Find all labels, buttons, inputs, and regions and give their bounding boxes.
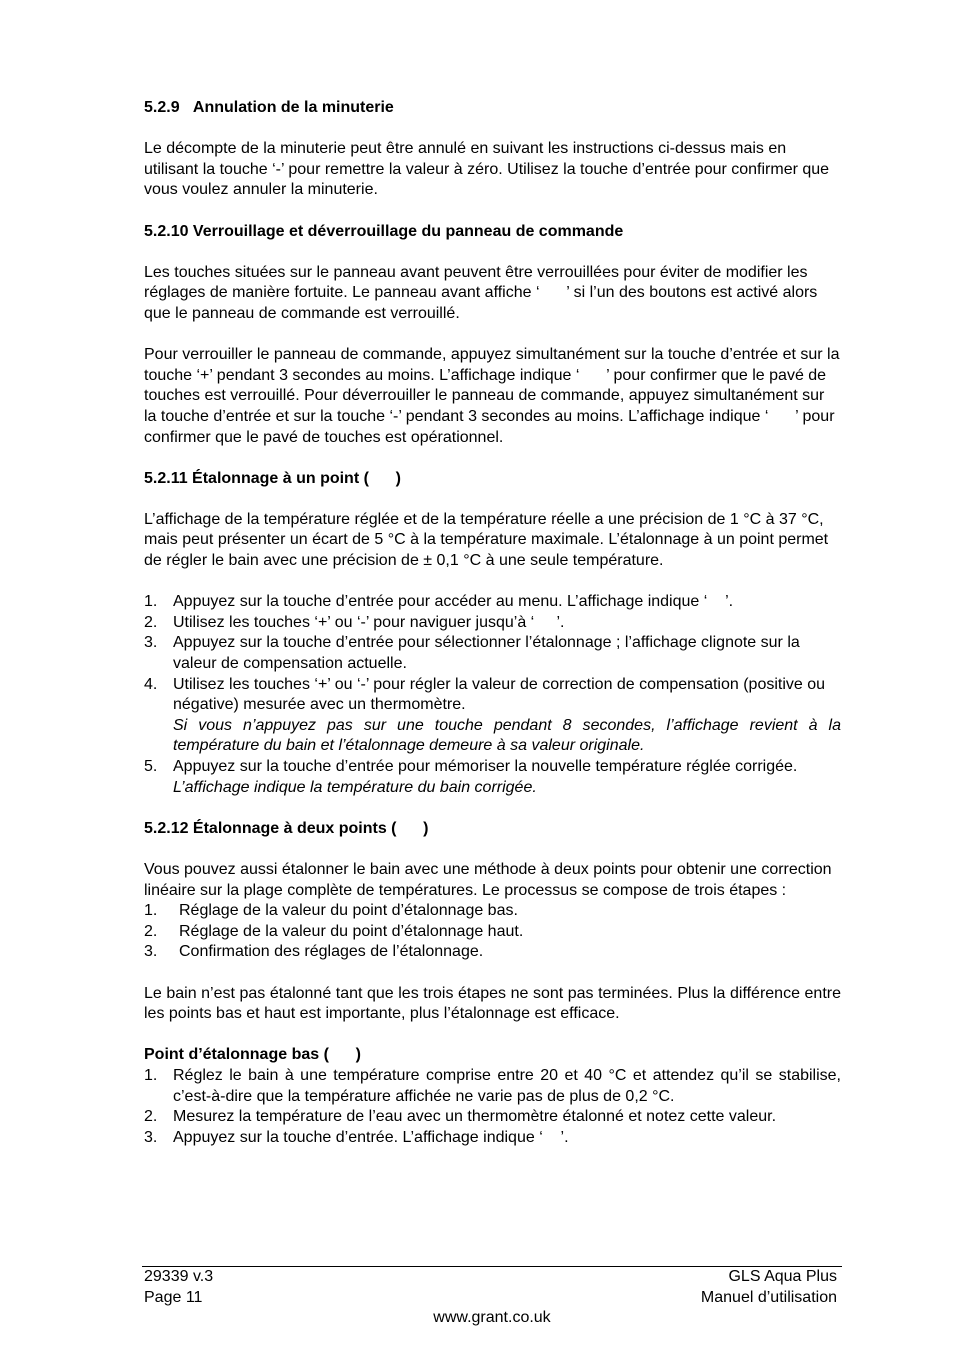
section-5-2-12-title: 5.2.12 Étalonnage à deux points ( ) (144, 819, 429, 837)
two-point-stages-list (144, 901, 841, 963)
step-note: Si vous n’appuyez pas sur une touche pendant 8 secondes, l’affichage revient à la température du bain et l’étalonnage demeure à sa valeur originale. (173, 716, 841, 755)
page-number: Page 11 (144, 1288, 203, 1306)
section-5-2-9-paragraph: Le décompte de la minuterie peut être annulé en suivant les instructions ci-dessus mais en utilisant la touche ‘-’ pour remettre la valeur à zéro. Utilisez la touche d’entrée pour confirmer que vous voulez annuler la minuterie. (144, 140, 830, 199)
section-5-2-12-paragraph-2: Le bain n’est pas étalonné tant que les trois étapes ne sont pas terminées. Plus la différence entre les points bas et haut est importante, plus l’étalonnage est efficace. (144, 984, 841, 1023)
list-item: 1. Appuyez sur la touche d’entrée pour accéder au menu. L’affichage indique ‘ ’. (144, 593, 734, 611)
section-5-2-11-title: 5.2.11 Étalonnage à un point ( ) (144, 469, 401, 487)
footer-row-1 (142, 1267, 842, 1288)
section-5-2-11-paragraph: L’affichage de la température réglée et de la température réelle a une précision de 1 °C à 37 °C, mais peut présenter un écart de 5 °C à la température maximale. L’étalonnage à un point permet de régler le bain avec une précision de ± 0,1 °C à une seule température. (144, 510, 829, 570)
list-item: 2. Réglage de la valeur du point d’étalonnage haut. (144, 922, 524, 940)
section-5-2-10-paragraph-1: Les touches situées sur le panneau avant peuvent être verrouillées pour éviter de modifier les réglages de manière fortuite. Le panneau avant affiche ‘ ’ si l’un des boutons est activé alors que le panneau de commande est verrouillé. (144, 263, 818, 322)
list-item: 3. Appuyez sur la touche d’entrée pour sélectionner l’étalonnage ; l’affichage clignote sur la valeur de compensation actuelle. (144, 634, 800, 673)
step-note: L’affichage indique la température du bain corrigée. (173, 778, 537, 796)
low-point-steps-list (144, 1066, 841, 1148)
one-point-steps-list (144, 592, 841, 798)
list-item: 5. Appuyez sur la touche d’entrée pour mémoriser la nouvelle température réglée corrigée. L’affichage indique la température du bain corrigée. (144, 757, 841, 798)
page-footer (142, 1266, 842, 1329)
list-item: 3. Confirmation des réglages de l’étalonnage. (144, 943, 484, 961)
section-5-2-10-paragraph-2: Pour verrouiller le panneau de commande, appuyez simultanément sur la touche d’entrée et sur la touche ‘+’ pendant 3 secondes au moins. L’affichage indique ‘ ’ pour confirmer que le pavé de touches est verrouillé. Pour déverrouiller le panneau de commande, appuyez simultanément sur la touche d’entrée et sur la touche ‘-’ pendant 3 secondes au moins. L’affichage indique ‘ ’ pour confirmer que le pavé de touches est opérationnel. (144, 346, 840, 446)
product-name: GLS Aqua Plus (728, 1268, 837, 1285)
list-item: 1. Réglez le bain à une température comprise entre 20 et 40 °C et attendez qu’il se stabilise, c’est-à-dire que la température affichée ne varie pas de plus de 0,2 °C. (144, 1066, 841, 1105)
section-5-2-10-title: 5.2.10 Verrouillage et déverrouillage du panneau de commande (144, 222, 624, 240)
website-url: www.grant.co.uk (433, 1309, 551, 1327)
footer-row-2 (142, 1288, 842, 1309)
list-item: 2. Mesurez la température de l’eau avec un thermomètre étalonné et notez cette valeur. (144, 1108, 777, 1126)
list-item: 3. Appuyez sur la touche d’entrée. L’affichage indique ‘ ’. (144, 1128, 569, 1146)
section-5-2-9-title: 5.2.9 Annulation de la minuterie (144, 99, 394, 116)
section-5-2-12-paragraph-1: Vous pouvez aussi étalonner le bain avec une méthode à deux points pour obtenir une correction linéaire sur la plage complète de températures. Le processus se compose de trois étapes : (144, 860, 832, 899)
manual-title: Manuel d’utilisation (700, 1288, 837, 1306)
document-reference: 29339 v.3 (144, 1268, 214, 1285)
page-content (144, 98, 841, 1148)
list-item: 2. Utilisez les touches ‘+’ ou ‘-’ pour naviguer jusqu’à ‘ ’. (144, 613, 565, 631)
list-item: 4. Utilisez les touches ‘+’ ou ‘-’ pour régler la valeur de correction de compensation (positive ou négative) mesurée avec un thermomètre. Si vous n’appuyez pas sur une touche pendant 8 secondes, l’affichage revient à la température du bain et l’étalonnage demeure à sa valeur originale. (144, 675, 841, 757)
list-item: 1. Réglage de la valeur du point d’étalonnage bas. (144, 902, 518, 920)
low-point-title: Point d’étalonnage bas ( ) (144, 1046, 361, 1064)
